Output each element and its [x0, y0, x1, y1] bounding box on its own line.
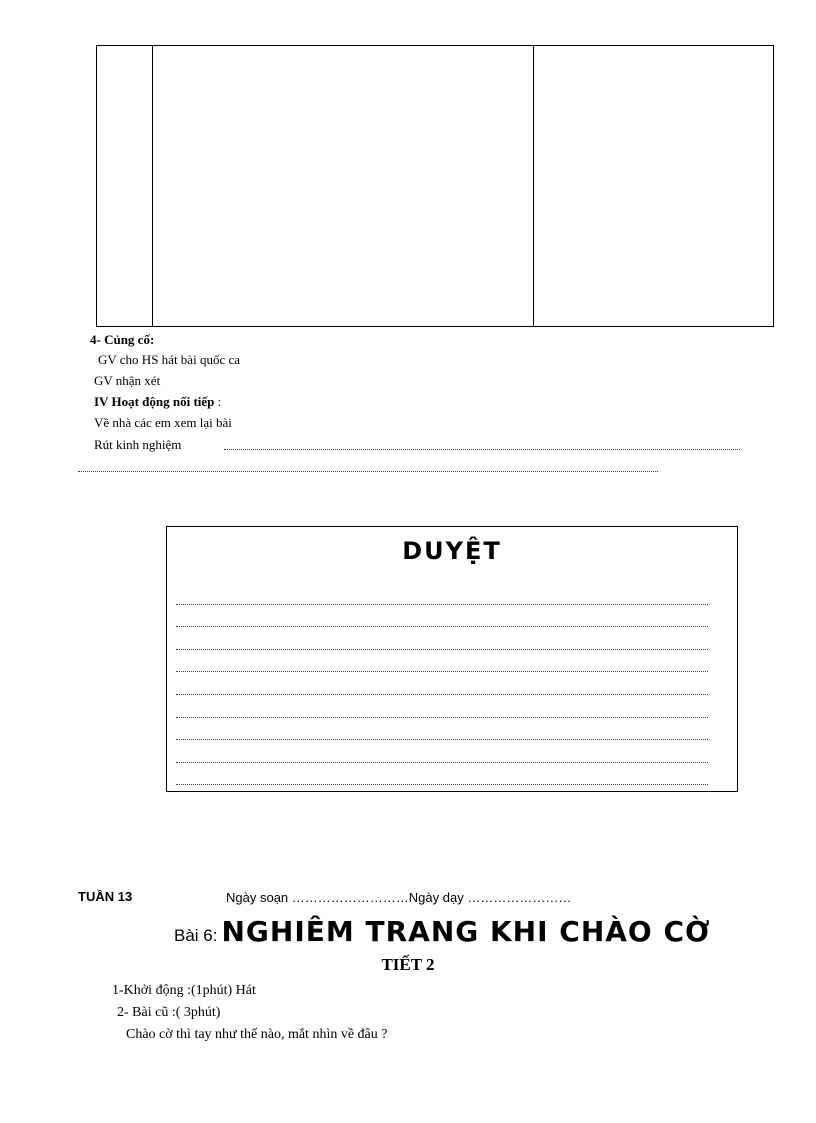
table-column-divider — [533, 46, 534, 326]
approval-box — [166, 526, 738, 792]
approval-dotted-line — [176, 740, 708, 763]
lesson-number: Bài 6: — [174, 926, 218, 945]
consolidation-line: GV cho HS hát bài quốc ca — [98, 352, 241, 367]
date-row — [226, 890, 571, 905]
question-line: Chào cờ thì tay như thế nào, mắt nhìn về đâu ? — [126, 1027, 388, 1042]
lesson-table — [96, 45, 774, 327]
old-lesson-line: 2- Bài cũ :( 3phút) — [117, 1005, 221, 1020]
approval-dotted-line — [176, 605, 708, 628]
teach-date-label: Ngày dạy — [408, 890, 464, 905]
approval-dotted-line — [176, 672, 708, 695]
approval-dotted-line — [176, 718, 708, 741]
followup-line: Về nhà các em xem lại bài — [94, 415, 232, 430]
experience-label: Rút kinh nghiệm — [94, 437, 182, 452]
consolidation-heading: 4- Củng cố: — [90, 332, 155, 347]
lesson-title-row — [174, 915, 711, 948]
approval-title: DUYỆT — [402, 537, 502, 565]
consolidation-line: GV nhận xét — [94, 373, 161, 388]
experience-dotted-line — [78, 471, 658, 472]
period-label: TIẾT 2 — [381, 955, 435, 974]
followup-heading-text: IV Hoạt động nối tiếp — [94, 394, 215, 409]
approval-dotted-line — [176, 627, 708, 650]
teach-date-dots: …………………… — [467, 890, 572, 905]
approval-dotted-line — [176, 763, 708, 786]
approval-lines — [176, 582, 708, 785]
experience-dotted-line — [224, 449, 740, 450]
warmup-line: 1-Khởi động :(1phút) Hát — [112, 983, 256, 998]
prep-date-label: Ngày soạn — [226, 890, 289, 905]
followup-heading-suffix: : — [217, 394, 222, 409]
approval-dotted-line — [176, 695, 708, 718]
table-column-divider — [152, 46, 153, 326]
approval-dotted-line — [176, 650, 708, 673]
prep-date-dots: ……………………… — [291, 890, 409, 905]
approval-dotted-line — [176, 582, 708, 605]
week-label: TUẦN 13 — [78, 889, 133, 904]
lesson-title: NGHIÊM TRANG KHI CHÀO CỜ — [221, 915, 711, 948]
followup-heading — [94, 394, 221, 410]
